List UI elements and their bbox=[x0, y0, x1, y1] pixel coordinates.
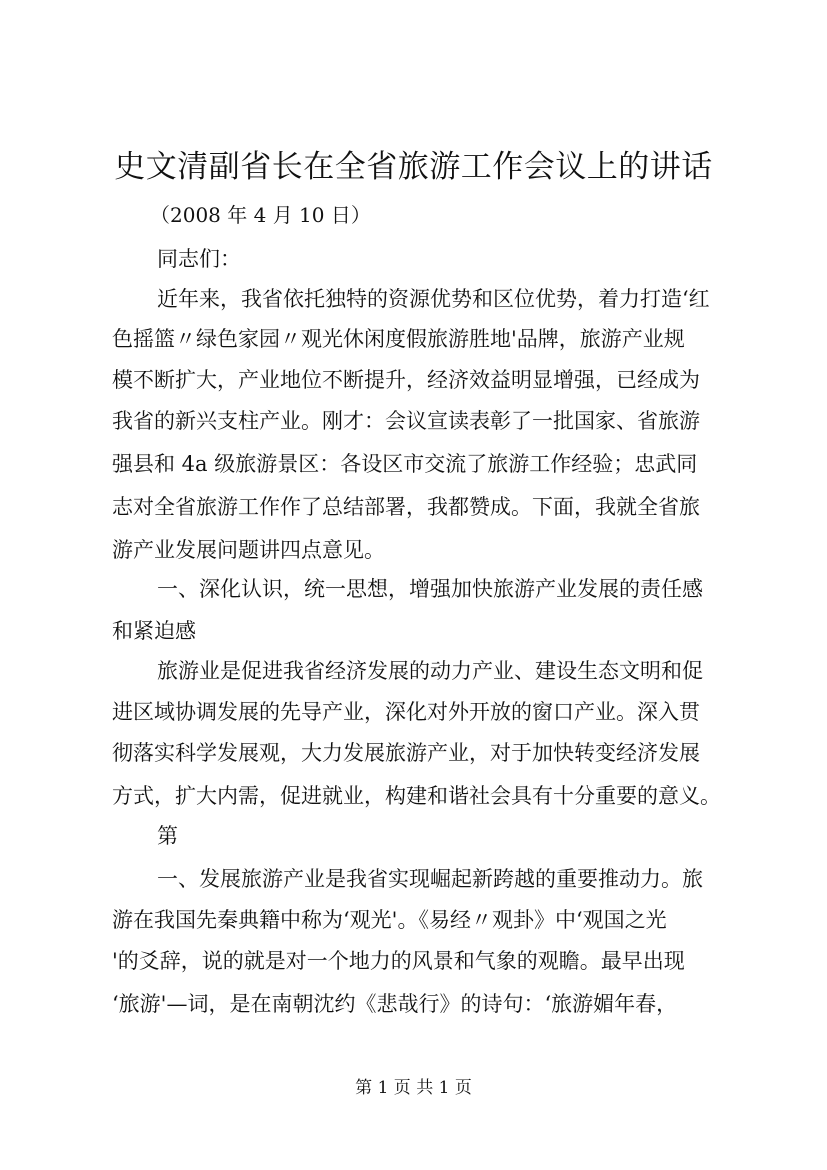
body-line: '的爻辞，说的就是对一个地力的风景和气象的观瞻。最早出现 bbox=[112, 949, 685, 973]
page-number-footer: 第 1 页 共 1 页 bbox=[355, 1078, 472, 1098]
body-line: 我省的新兴支柱产业。刚才：会议宣读表彰了一批国家、省旅游 bbox=[112, 409, 700, 433]
body-line: 第 bbox=[157, 824, 178, 848]
body-line: 志对全省旅游工作作了总结部署，我都赞成。下面，我就全省旅 bbox=[112, 495, 700, 519]
body-line: 色摇篮〃绿色家园〃观光休闲度假旅游胜地'品牌，旅游产业规 bbox=[112, 327, 685, 351]
document-title: 史文清副省长在全省旅游工作会议上的讲话 bbox=[114, 149, 713, 185]
section-heading: 一、深化认识，统一思想，增强加快旅游产业发展的责任感 bbox=[157, 577, 703, 601]
body-line: 近年来，我省依托独特的资源优势和区位优势，着力打造‘红 bbox=[157, 287, 710, 311]
body-line: ‘旅游'—词，是在南朝沈约《悲哉行》的诗句：‘旅游媚年春， bbox=[112, 992, 678, 1016]
body-line: 一、发展旅游产业是我省实现崛起新跨越的重要推动力。旅 bbox=[157, 867, 703, 891]
salutation: 同志们： bbox=[157, 247, 241, 271]
body-line: 进区域协调发展的先导产业，深化对外开放的窗口产业。深入贯 bbox=[112, 700, 700, 724]
body-line: 彻落实科学发展观，大力发展旅游产业，对于加快转变经济发展 bbox=[112, 741, 700, 765]
body-line: 强县和 4a 级旅游景区：各设区市交流了旅游工作经验；忠武同 bbox=[112, 452, 698, 476]
body-line: 旅游业是促进我省经济发展的动力产业、建设生态文明和促 bbox=[157, 659, 703, 683]
body-line: 方式，扩大内需，促进就业，构建和谐社会具有十分重要的意义。 bbox=[112, 784, 721, 808]
document-date: （2008 年 4 月 10 日） bbox=[150, 203, 371, 227]
body-line: 游产业发展问题讲四点意见。 bbox=[112, 538, 385, 562]
body-line: 游在我国先秦典籍中称为‘观光'。《易经〃观卦》中‘观国之光 bbox=[112, 908, 667, 932]
body-line: 模不断扩大，产业地位不断提升，经济效益明显增强，已经成为 bbox=[112, 368, 700, 392]
section-heading: 和紧迫感 bbox=[112, 619, 196, 643]
